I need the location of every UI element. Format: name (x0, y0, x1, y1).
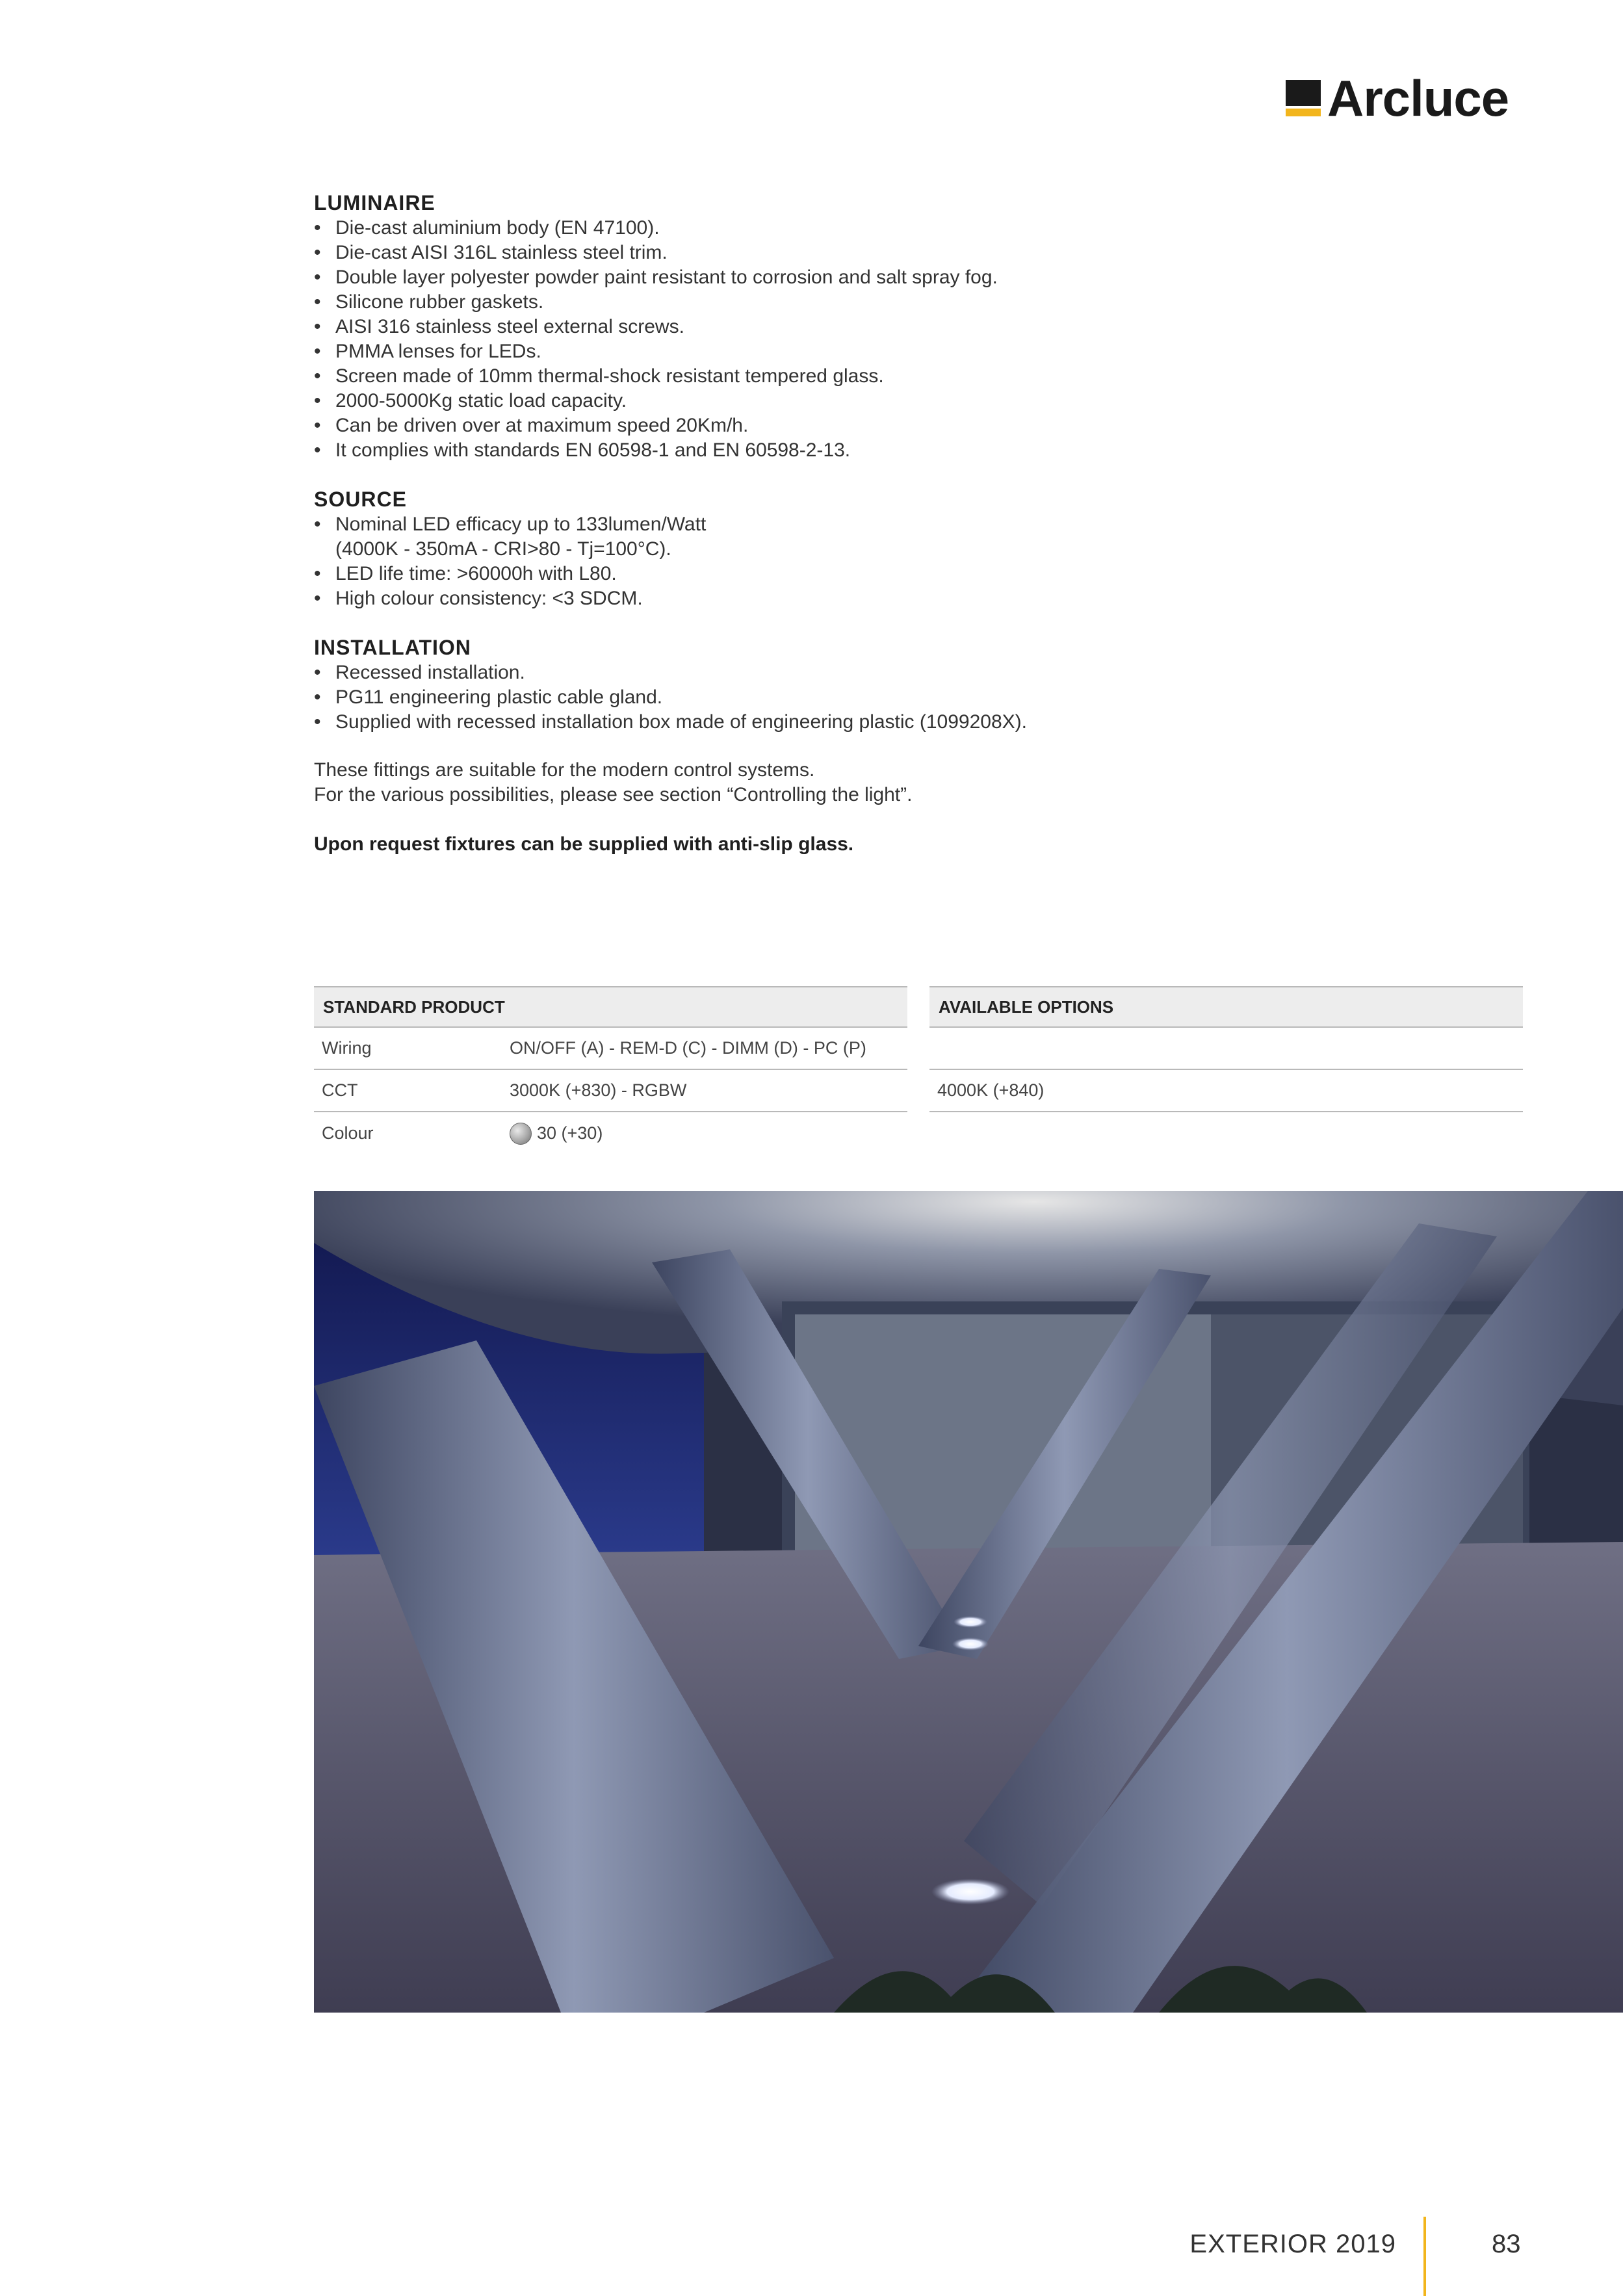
section-luminaire (314, 190, 1224, 463)
section-installation (314, 634, 1224, 735)
paragraph-line: These fittings are suitable for the modern control systems. (314, 759, 815, 781)
list-item-text-continued: (4000K - 350mA - CRI>80 - Tj=100°C). (335, 538, 671, 560)
row-value: 4000K (+840) (937, 1080, 1045, 1100)
list-item: • PG11 engineering plastic cable gland. (314, 685, 1224, 710)
list-item: • Silicone rubber gaskets. (314, 290, 1224, 315)
standard-product-table (314, 986, 907, 1155)
logo-mark-icon (1286, 80, 1321, 116)
row-label: Colour (322, 1123, 374, 1143)
colour-swatch-icon (510, 1123, 532, 1145)
row-value (510, 1123, 603, 1145)
list-item-text: Nominal LED efficacy up to 133lumen/Watt (335, 514, 707, 535)
list-item: • AISI 316 stainless steel external screws. (314, 315, 1224, 339)
available-options-table (929, 986, 1523, 1112)
page-number: 83 (1492, 2230, 1521, 2258)
section-source (314, 486, 1224, 611)
list-item: • Die-cast AISI 316L stainless steel trim. (314, 241, 1224, 265)
table-header: AVAILABLE OPTIONS (929, 986, 1523, 1028)
section-title: INSTALLATION (314, 636, 471, 659)
row-label: Wiring (322, 1038, 372, 1058)
control-systems-text (314, 758, 1224, 807)
list-item: • Supplied with recessed installation box made of engineering plastic (1099208X). (314, 710, 1224, 735)
section-title: SOURCE (314, 488, 407, 511)
row-value: ON/OFF (A) - REM-D (C) - DIMM (D) - PC (P) (510, 1038, 866, 1058)
table-row (314, 1070, 907, 1112)
brand-logo (1286, 70, 1509, 127)
row-label: CCT (322, 1080, 358, 1100)
installation-photo (314, 1191, 1623, 2013)
list-item: • Can be driven over at maximum speed 20Km/h. (314, 413, 1224, 438)
table-header: STANDARD PRODUCT (314, 986, 907, 1028)
table-row (929, 1070, 1523, 1112)
list-item: • Die-cast aluminium body (EN 47100). (314, 216, 1224, 241)
list-item: • Double layer polyester powder paint resistant to corrosion and salt spray fog. (314, 265, 1224, 290)
logo-text: Arcluce (1327, 70, 1509, 127)
colour-code: 30 (+30) (537, 1123, 603, 1143)
page-footer (0, 2217, 1623, 2296)
table-row (314, 1112, 907, 1155)
row-value: 3000K (+830) - RGBW (510, 1080, 687, 1100)
table-row (929, 1028, 1523, 1070)
anti-slip-note: Upon request fixtures can be supplied with anti-slip glass. (314, 833, 854, 855)
list-item: • Screen made of 10mm thermal-shock resistant tempered glass. (314, 364, 1224, 389)
catalog-title: EXTERIOR 2019 (1189, 2230, 1396, 2258)
section-title: LUMINAIRE (314, 191, 435, 215)
table-row (314, 1028, 907, 1070)
list-item: • LED life time: >60000h with L80. (314, 562, 1224, 586)
footer-divider (1423, 2217, 1426, 2296)
list-item: • It complies with standards EN 60598-1 and EN 60598-2-13. (314, 438, 1224, 463)
list-item: • PMMA lenses for LEDs. (314, 339, 1224, 364)
list-item: • High colour consistency: <3 SDCM. (314, 586, 1224, 611)
list-item (314, 512, 1224, 562)
list-item: • Recessed installation. (314, 660, 1224, 685)
paragraph-line: For the various possibilities, please see section “Controlling the light”. (314, 784, 913, 805)
list-item: • 2000-5000Kg static load capacity. (314, 389, 1224, 413)
specifications (314, 190, 1224, 857)
